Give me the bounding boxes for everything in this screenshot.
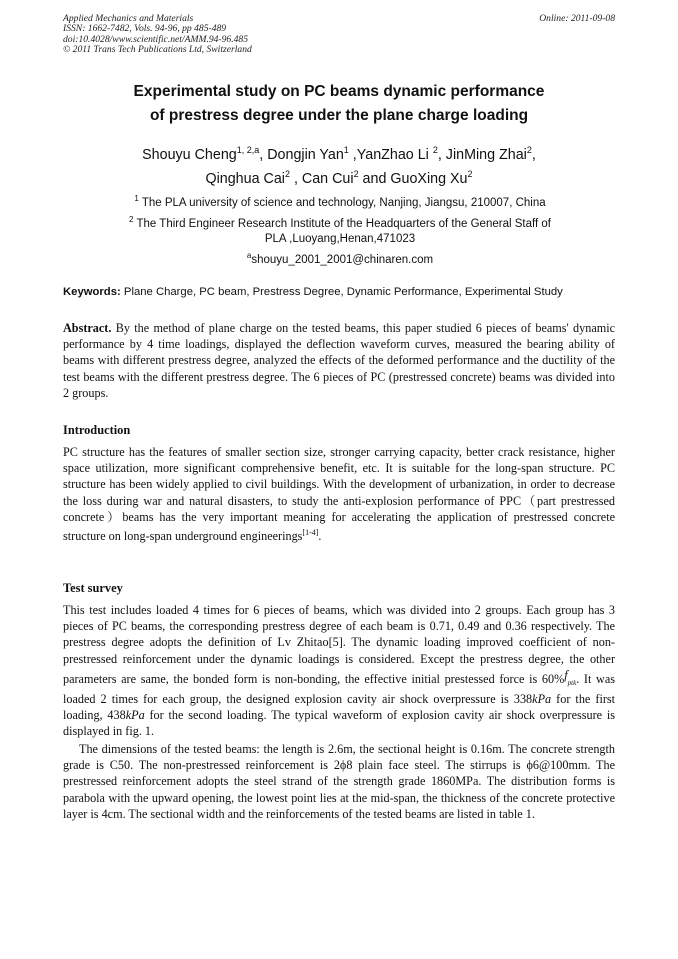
affiliation-1 — [90, 191, 590, 211]
paper-title-line-2: of prestress degree under the plane charge loading — [149, 107, 529, 124]
author-name: JinMing Zhai — [445, 147, 527, 163]
author-name: YanZhao Li — [356, 147, 429, 163]
affiliation-sup: 1 — [134, 194, 139, 203]
affiliation-text: The Third Engineer Research Institute of the Headquarters of the General Staff of — [136, 218, 551, 230]
author-name: GuoXing Xu — [390, 171, 468, 187]
author-sup: 2 — [353, 169, 359, 179]
affiliation-text: The PLA university of science and technology, Nanjing, Jiangsu, 210007, China — [141, 197, 546, 209]
issn-line: ISSN: 1662-7482, Vols. 94-96, pp 485-489 — [63, 23, 227, 35]
author-sup: 2 — [284, 169, 290, 179]
paper-title-line-1: Experimental study on PC beams dynamic performance — [133, 83, 545, 100]
fptk-subscript: ptk — [567, 678, 577, 687]
author-sup: 2 — [467, 169, 473, 179]
author-name: Can Cui — [301, 171, 354, 187]
email-sup: a — [246, 251, 252, 260]
introduction-paragraph — [63, 444, 615, 544]
section-heading-test-survey: Test survey — [63, 581, 123, 595]
author-sup: 1, 2,a — [236, 145, 260, 155]
introduction-text: PC structure has the features of smaller section size, stronger carrying capacity, better crack resistance, higher space utilization, more significant comprehensive benefit, etc. It is suitable for the long-span structure. PC structure has been widely applied to civil buildings. With the development of urbanization, in order to decrease the loss during war and natural disasters, to study the anti-explosion performance of PPC（part prestressed concrete）beams has the very important meaning for accelerating the application of prestressed concrete structure on long-span underground engineerings — [63, 445, 615, 544]
journal-header — [63, 14, 615, 56]
test-survey-paragraph-1 — [63, 602, 615, 740]
citation-ref: [1-4] — [302, 528, 319, 538]
email-line — [90, 248, 590, 268]
unit-kpa: kPa — [125, 708, 145, 723]
author-sup: 1 — [343, 145, 349, 155]
test-survey-text: for the first loading, 438 — [63, 692, 616, 723]
online-date: Online: 2011-09-08 — [539, 13, 615, 24]
affiliation-2 — [90, 212, 590, 247]
author-name: Shouyu Cheng — [142, 147, 237, 163]
section-heading-introduction: Introduction — [63, 423, 131, 437]
copyright-line: © 2011 Trans Tech Publications Ltd, Switzerland — [63, 44, 252, 56]
abstract — [63, 320, 615, 401]
author-name: Dongjin Yan — [267, 147, 344, 163]
email-address: shouyu_2001_2001@chinaren.com — [251, 254, 434, 266]
test-survey-text: This test includes loaded 4 times for 6 pieces of beams, which was divided into 2 groups. Each group has 3 pieces of PC beams, the corresponding prestress degree of each beam is 0.71, 0.49 and 0.36 respectively. The prestress degree adopts the definition of Lv Zhitao[5]. The dynamic loading improved coefficient of non-prestressed reinforcement under the dynamic loadings is considered. Except the prestress degree, the other parameters are same, the bonded form is non-bonding, the effective initial prestessed force is 60% — [63, 603, 615, 686]
doi-line: doi:10.4028/www.scientific.net/AMM.94-96.485 — [63, 33, 249, 45]
journal-name: Applied Mechanics and Materials — [63, 13, 194, 24]
author-list-line-2: Qinghua Cai$^2$ , Can Cui$^2$ and GuoXing Xu$^2$ — [205, 169, 473, 187]
abstract-text: By the method of plane charge on the tested beams, this paper studied 6 pieces of beams' dynamic performance by 4 time loadings, displayed the deflection waveform curves, measured the bearing ability of beams with different prestress degree, analyzed the effects of the deformed performance and the ductility of the test beams with the different prestress degree. The 6 pieces of PC (prestressed concrete) beams was divided into 2 groups. — [63, 321, 615, 400]
abstract-label: Abstract. — [63, 321, 112, 335]
keywords — [63, 285, 623, 299]
author-sup: 2 — [526, 145, 532, 155]
author-name: Qinghua Cai — [205, 171, 285, 187]
author-sup: 2 — [432, 145, 438, 155]
fptk-symbol: f — [564, 667, 568, 682]
author-list-line-1: Shouyu Cheng$^{1, 2,a}$, Dongjin Yan$^1$ ,YanZhao Li $^2$, JinMing Zhai$^2$, — [142, 145, 536, 163]
test-survey-text: . It was loaded 2 times for each group, the designed explosion cavity air shock overpressure is 338 — [63, 671, 615, 707]
introduction-end: . — [318, 529, 322, 544]
test-survey-paragraph-2: The dimensions of the tested beams: the length is 2.6m, the sectional height is 0.16m. The concrete strength grade is C50. The non-prestressed reinforcement is 2ϕ8 plain face steel. The stirrups is ϕ6@100mm. The prestressed reinforcement adopts the steel strand of the strength grade 1860MPa. The distribution forms is parabola with the upward opening, the lowest point lies at the mid-span, the thickness of the concrete protective layer is 4cm. The sectional width and the reinforcements of the tested beams are listed in table 1. — [63, 742, 615, 821]
test-survey-text: for the second loading. The typical waveform of explosion cavity air shock overpressure is displayed in fig. 1. — [63, 708, 615, 739]
affiliation-sup: 2 — [129, 215, 134, 224]
keywords-label: Keywords: — [63, 286, 121, 298]
affiliation-text: PLA ,Luoyang,Henan,471023 — [264, 233, 416, 245]
keywords-text: Plane Charge, PC beam, Prestress Degree, Dynamic Performance, Experimental Study — [123, 286, 563, 298]
unit-kpa: kPa — [532, 692, 552, 707]
